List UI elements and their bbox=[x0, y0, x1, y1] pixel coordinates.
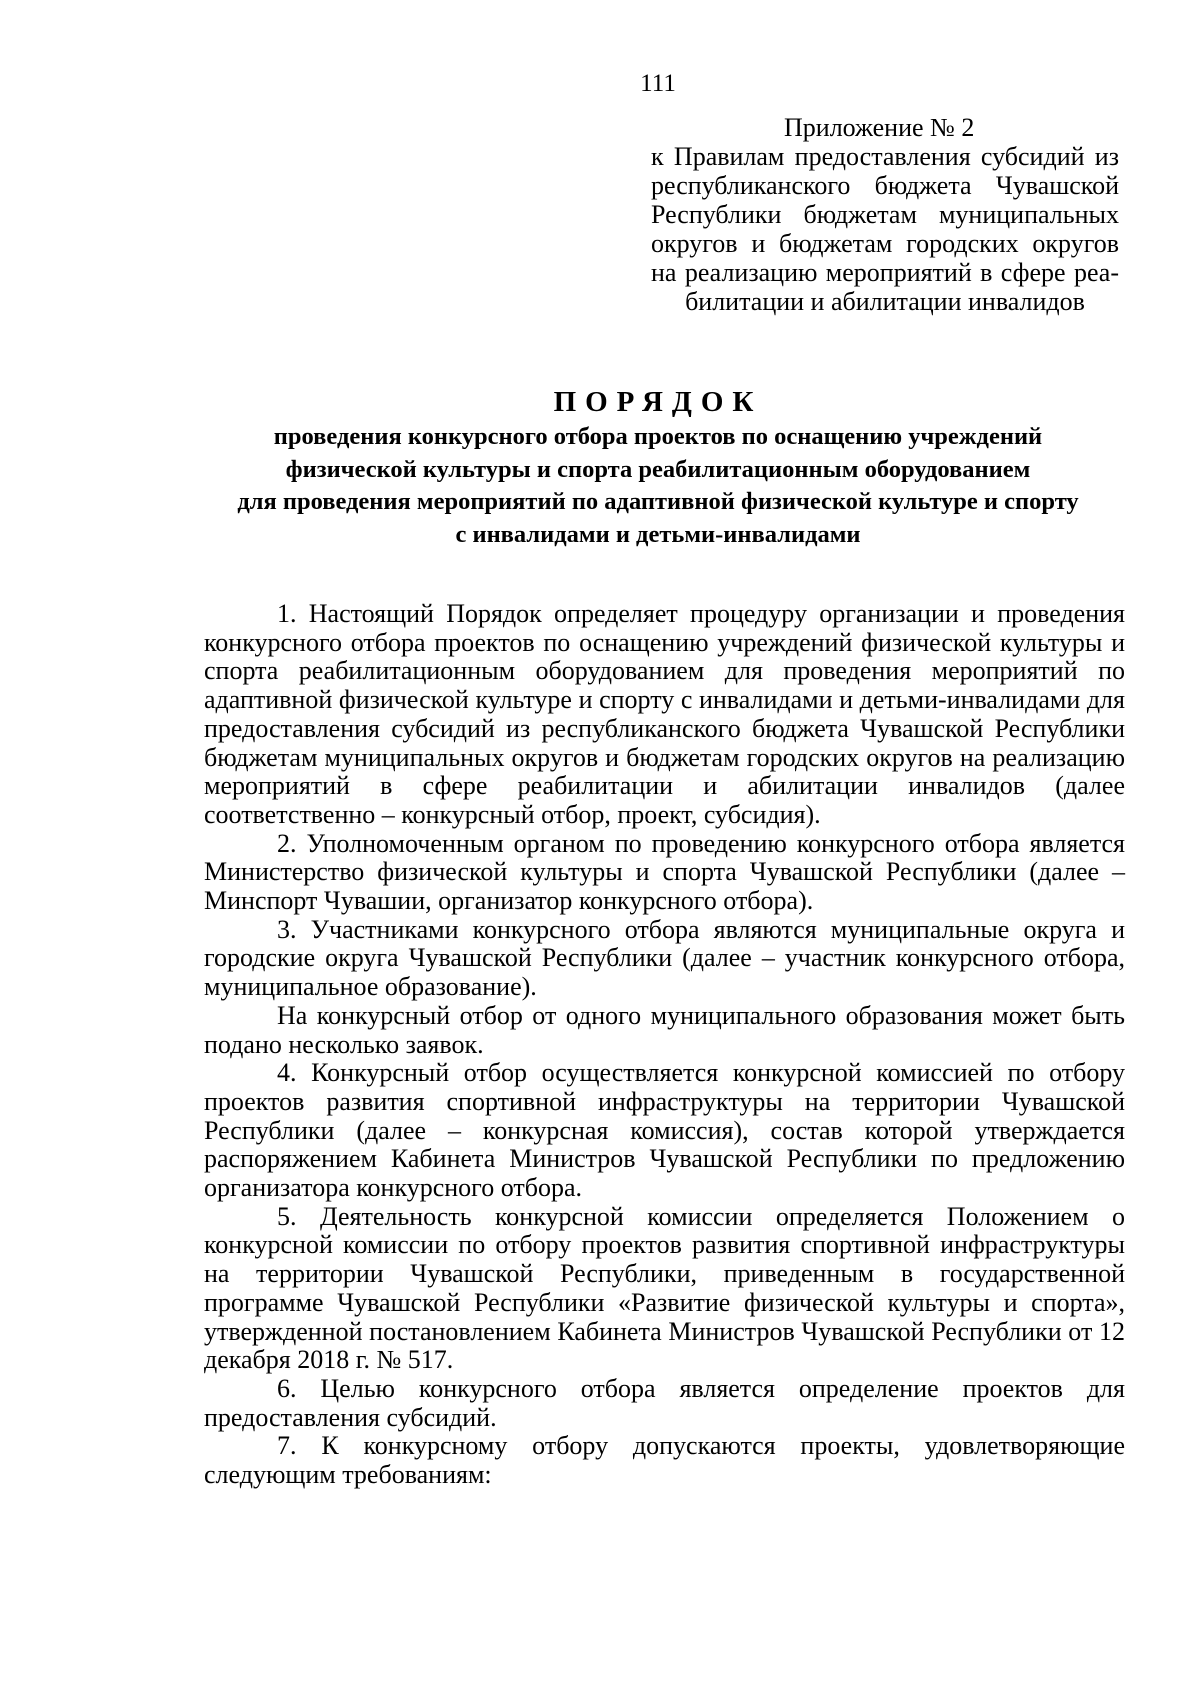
annex-line: к Правилам предоставления субсидий из bbox=[651, 142, 1119, 171]
document-subtitle-line: физической культуры и спорта реабилитационным оборудованием bbox=[285, 455, 1031, 483]
paragraph-3-note: На конкурсный отбор от одного муниципального образования может быть подано несколько заявок. bbox=[204, 1000, 1125, 1059]
annex-title: Приложение № 2 bbox=[784, 113, 975, 142]
paragraph-1: 1. Настоящий Порядок определяет процедуру организации и проведения конкурсного отбора проектов по оснащению учреждений физической культуры и спорта реабилитационным оборудованием для проведения мероприятий по адаптивной физической культуре и спорту с инвалидами и детьми-инвалидами для предоставления субсидий из республиканского бюджета Чувашской Республики бюджетам муниципальных округов и бюджетам городских округов на реализацию мероприятий в сфере реабилитации и абилитации инвалидов (далее соответственно – конкурсный отбор, проект, субсидия). bbox=[204, 599, 1125, 829]
document-title: ПОРЯДОК bbox=[553, 386, 763, 418]
paragraph-3: 3. Участниками конкурсного отбора являются муниципальные округа и городские округа Чувашской Республики (далее – участник конкурсного отбора, муниципальное образование). bbox=[204, 914, 1125, 1002]
document-subtitle-line: для проведения мероприятий по адаптивной физической культуре и спорту bbox=[237, 488, 1079, 515]
paragraph-6: 6. Целью конкурсного отбора является определение проектов для предоставления субсидий. bbox=[204, 1373, 1125, 1432]
document-subtitle-line: проведения конкурсного отбора проектов по оснащению учреждений bbox=[273, 423, 1043, 450]
document-heading bbox=[190, 384, 1126, 550]
paragraph-2: 2. Уполномоченным органом по проведению конкурсного отбора является Министерство физической культуры и спорта Чувашской Республики (далее – Минспорт Чувашии, организатор конкурсного отбора). bbox=[204, 828, 1125, 916]
annex-line: округов и бюджетам городских округов bbox=[651, 229, 1119, 258]
paragraph-5: 5. Деятельность конкурсной комиссии определяется Положением о конкурсной комиссии по отбору проектов развития спортивной инфраструктуры на территории Чувашской Республики, приведенным в государственной программе Чувашской Республики «Развитие физической культуры и спорта», утвержденной постановлением Кабинета Министров Чувашской Республики от 12 декабря 2018 г. № 517. bbox=[204, 1201, 1125, 1375]
document-subtitle-line: с инвалидами и детьми-инвалидами bbox=[455, 520, 861, 548]
annex-line: республиканского бюджета Чувашской bbox=[651, 171, 1119, 200]
annex-line: билитации и абилитации инвалидов bbox=[685, 287, 1085, 316]
page-number: 111 bbox=[640, 70, 676, 97]
paragraph-4: 4. Конкурсный отбор осуществляется конкурсной комиссией по отбору проектов развития спортивной инфраструктуры на территории Чувашской Республики (далее – конкурсная комиссия), состав которой утверждается распоряжением Кабинета Министров Чувашской Республики по предложению организатора конкурсного отбора. bbox=[204, 1058, 1125, 1203]
annex-line: Республики бюджетам муниципальных bbox=[651, 200, 1119, 229]
annex-block bbox=[651, 113, 1119, 316]
annex-line: на реализацию мероприятий в сфере реа- bbox=[651, 258, 1119, 287]
paragraph-7: 7. К конкурсному отбору допускаются проекты, удовлетворяющие следующим требованиям: bbox=[204, 1431, 1125, 1490]
document-body bbox=[204, 600, 1125, 1490]
